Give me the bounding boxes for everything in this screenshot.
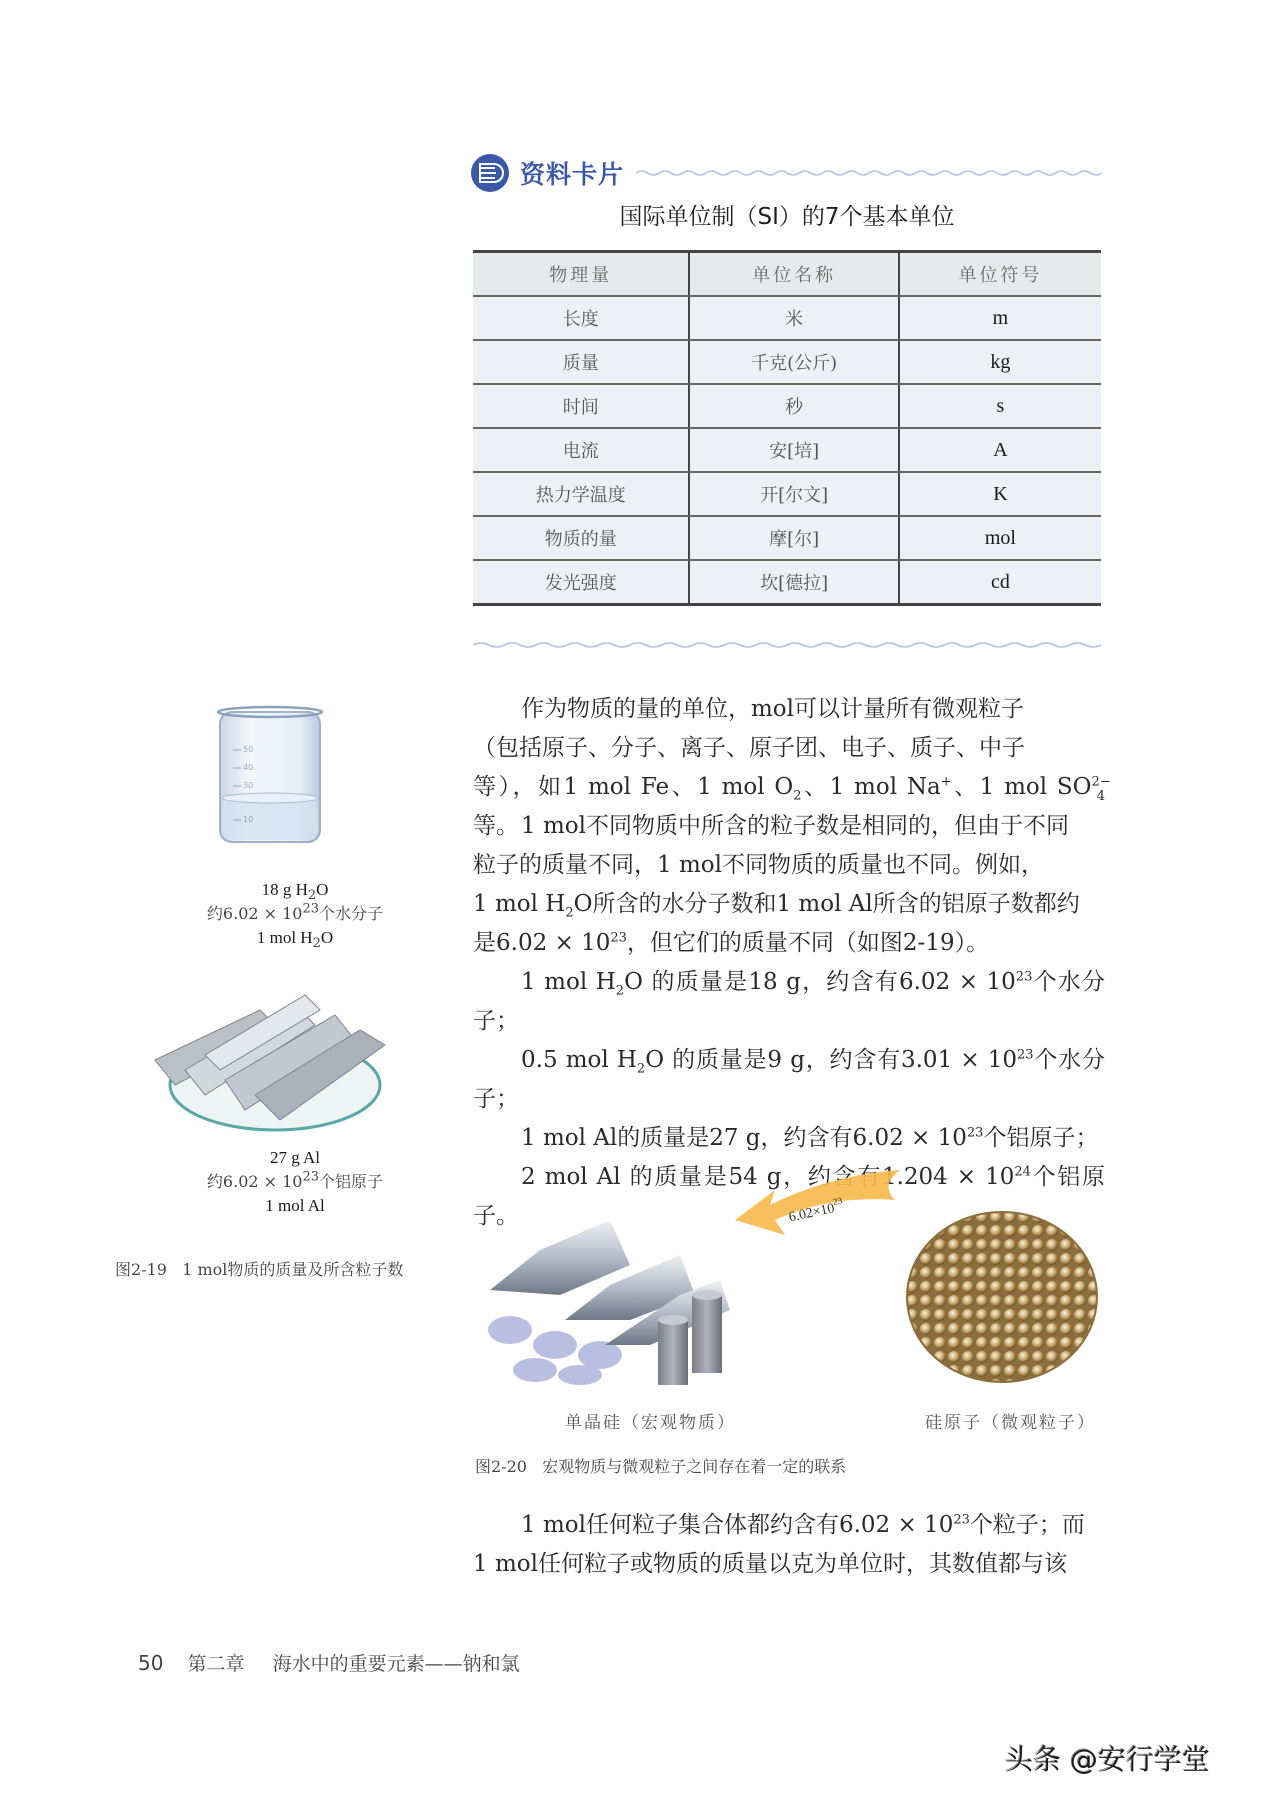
example-line: 1 mol $H_2O$ 的质量是18 g，约含有$6.02 \times 10^{23}$个水分子； [473,969,1106,1034]
water-caption: 18 g $H_2O$ 约$6.02 \times 10^{23}$个水分子 1 mol $H_2O$ [206,880,384,952]
table-row [473,340,1101,384]
header-unit-name: 单位名称 [689,252,898,297]
quantity-cell: 质量 [473,340,689,384]
page-number: 50 [138,1651,164,1675]
wavy-divider-bottom [473,640,1101,650]
body-paragraph-2 [473,807,1105,963]
svg-text:10: 10 [243,815,254,824]
text-line: 1 mol $H_2O$所含的水分子数和1 mol Al所含的铝原子数都约 [473,891,1080,921]
text-line: 1 mol任何粒子集合体都约含有$6.02 \times 10^{23}$个粒子；而 [521,1512,1085,1538]
body-paragraph-3 [473,1506,1105,1584]
text-line: 等），如1 mol Fe、1 mol $O_2$、1 mol Na+、1 mol $SO^{2-}_4$等。 [473,774,1111,839]
quantity-cell: 热力学温度 [473,472,689,516]
text-line: 是$6.02 \times 10^{23}$，但它们的质量不同（如图2-19）。 [473,930,990,956]
example-line: 1 mol Al的质量是27 g，约含有$6.02 \times 10^{23}$个铝原子； [521,1125,1099,1151]
unit-name-cell: 摩[尔] [689,516,898,560]
unit-symbol-cell: cd [899,560,1101,605]
wavy-divider [636,168,1102,178]
text-line: （包括原子、分子、离子、原子团、电子、质子、中子 [473,735,1025,761]
quantity-cell: 时间 [473,384,689,428]
table-row [473,516,1101,560]
text-line: 1 mol任何粒子或物质的质量以克为单位时，其数值都与该 [473,1551,1067,1577]
unit-name-cell: 秒 [689,384,898,428]
card-title: 资料卡片 [520,160,625,189]
conversion-arrow-icon [730,1165,910,1245]
table-header-row [473,252,1101,297]
silicon-atoms-image [905,1210,1100,1385]
card-header [470,152,1102,194]
watermark: 头条 @安行学堂 [1005,1743,1210,1776]
unit-symbol-cell: m [899,296,1101,340]
silicon-atom-label: 硅原子（微观粒子） [925,1413,1096,1433]
unit-name-cell: 米 [689,296,898,340]
unit-symbol-cell: mol [899,516,1101,560]
table-title: 国际单位制（SI）的7个基本单位 [619,204,955,230]
table-row [473,428,1101,472]
unit-name-cell: 坎[德拉] [689,560,898,605]
figure-2-20-caption: 图2-20 宏观物质与微观粒子之间存在着一定的联系 [475,1457,847,1476]
text-line: 作为物质的量的单位，mol可以计量所有微观粒子 [521,696,1025,722]
quantity-cell: 电流 [473,428,689,472]
unit-symbol-cell: A [899,428,1101,472]
table-row [473,472,1101,516]
figure-2-19-caption: 图2-19 1 mol物质的质量及所含粒子数 [115,1260,404,1279]
example-line: 2 mol Al 的质量是54 g，约含有$1.204 \times 10^{24}$个铝原子。 [473,1164,1106,1229]
text-line: 粒子的质量不同，1 mol不同物质的质量也不同。例如， [473,852,1044,878]
text-line: 1 mol不同物质中所含的粒子数是相同的，但由于不同 [521,813,1069,839]
document-card-icon [470,153,510,193]
chapter-title: 海水中的重要元素——钠和氯 [272,1653,520,1675]
unit-symbol-cell: K [899,472,1101,516]
unit-name-cell: 开[尔文] [689,472,898,516]
chapter-label: 第二章 [187,1653,245,1675]
silicon-crystal-label: 单晶硅（宏观物质） [565,1413,736,1433]
svg-text:40: 40 [243,763,254,772]
unit-name-cell: 安[培] [689,428,898,472]
svg-text:6.02×1023: $6.02\times 10^{23}$ [787,1195,843,1226]
si-units-table [473,250,1101,606]
svg-text:30: 30 [243,781,254,790]
quantity-cell: 物质的量 [473,516,689,560]
beaker-image [205,700,335,850]
quantity-cell: 长度 [473,296,689,340]
unit-name-cell: 千克(公斤) [689,340,898,384]
unit-symbol-cell: kg [899,340,1101,384]
quantity-cell: 发光强度 [473,560,689,605]
table-row [473,560,1101,605]
svg-text:50: 50 [243,745,254,754]
aluminum-strips-image [145,985,405,1135]
aluminum-caption: 27 g Al 约$6.02 \times 10^{23}$个铝原子 1 mol Al [206,1148,384,1215]
unit-symbol-cell: s [899,384,1101,428]
header-unit-symbol: 单位符号 [899,252,1101,297]
table-row [473,384,1101,428]
example-line: 0.5 mol $H_2O$ 的质量是9 g，约含有$3.01 \times 10^{23}$个水分子； [473,1047,1105,1112]
page-footer [138,1649,520,1676]
header-quantity: 物理量 [473,252,689,297]
table-row [473,296,1101,340]
